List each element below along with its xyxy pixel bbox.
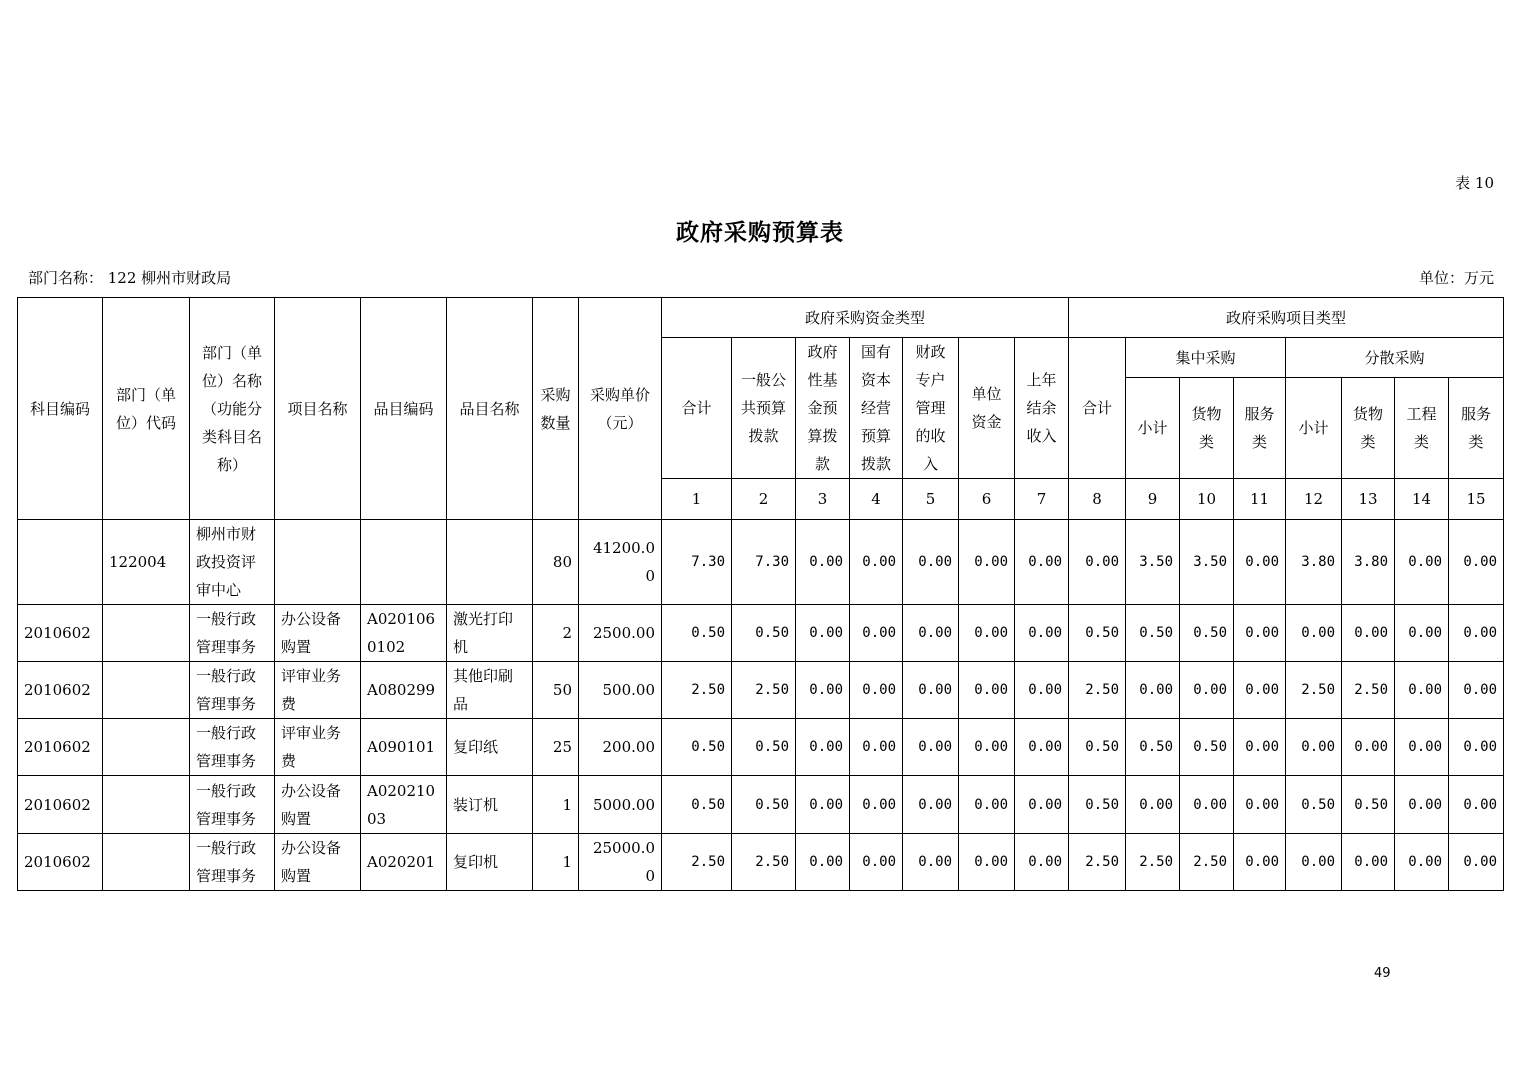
cell-amount: 0.00 [1449,719,1504,776]
cell-amount: 0.00 [959,719,1015,776]
cell-amount: 0.00 [1015,662,1069,719]
cell-dept-code [103,834,190,891]
cell-quantity: 50 [533,662,579,719]
table-row [18,605,1504,662]
cell-amount: 0.00 [1015,605,1069,662]
cell-amount: 3.50 [1180,520,1234,605]
cell-unit-price: 200.00 [579,719,662,776]
header-proj-total: 合计 [1069,338,1126,479]
cell-item-name: 激光打印机 [447,605,533,662]
cell-amount: 0.00 [796,605,850,662]
cell-quantity: 1 [533,776,579,834]
header-decentralized: 分散采购 [1286,338,1504,378]
cell-amount: 0.00 [1015,834,1069,891]
cell-amount: 2.50 [662,662,732,719]
cell-item-name: 复印机 [447,834,533,891]
cell-subject-code: 2010602 [18,834,103,891]
cell-dept-code: 122004 [103,520,190,605]
header-central-col: 货物类 [1180,378,1234,479]
cell-amount: 0.00 [850,776,903,834]
cell-amount: 0.00 [850,834,903,891]
column-number: 7 [1015,479,1069,520]
cell-amount: 0.50 [1126,605,1180,662]
cell-project-name: 评审业务费 [275,719,361,776]
cell-amount: 0.00 [959,834,1015,891]
cell-amount: 0.50 [1180,719,1234,776]
cell-subject-code: 2010602 [18,719,103,776]
cell-amount: 0.00 [1286,719,1342,776]
cell-amount: 0.00 [1449,776,1504,834]
cell-dept-code [103,719,190,776]
cell-unit-price: 5000.00 [579,776,662,834]
unit-label: 单位：万元 [1418,269,1494,287]
cell-project-name: 办公设备购置 [275,605,361,662]
header-unit-price: 采购单价（元） [579,298,662,520]
cell-amount: 0.00 [903,719,959,776]
cell-amount: 0.50 [1069,605,1126,662]
cell-subject-code: 2010602 [18,776,103,834]
procurement-budget-table [17,297,1504,891]
cell-amount: 0.00 [1015,776,1069,834]
header-dept-name: 部门（单位）名称（功能分类科目名称） [190,298,275,520]
header-decent-col: 工程类 [1395,378,1449,479]
cell-amount: 0.00 [1180,776,1234,834]
page-number: 49 [1374,966,1391,981]
cell-item-code: A02021003 [361,776,447,834]
header-fund-col: 单位资金 [959,338,1015,479]
header-fund-type: 政府采购资金类型 [662,298,1069,338]
cell-amount: 0.00 [1395,662,1449,719]
cell-amount: 2.50 [1180,834,1234,891]
cell-amount: 0.00 [796,662,850,719]
department-label: 部门名称： 122 柳州市财政局 [28,269,232,287]
header-fund-col: 政府性基金预算拨款 [796,338,850,479]
cell-amount: 0.50 [1069,719,1126,776]
cell-unit-price: 2500.00 [579,605,662,662]
header-project-type: 政府采购项目类型 [1069,298,1504,338]
cell-amount: 0.00 [1449,834,1504,891]
cell-project-name [275,520,361,605]
cell-amount: 0.00 [959,776,1015,834]
cell-amount: 0.00 [850,719,903,776]
column-number: 8 [1069,479,1126,520]
column-number: 14 [1395,479,1449,520]
cell-amount: 0.00 [1395,605,1449,662]
cell-amount: 3.80 [1342,520,1395,605]
cell-amount: 0.50 [732,605,796,662]
cell-amount: 2.50 [1069,834,1126,891]
cell-amount: 7.30 [662,520,732,605]
table-row [18,776,1504,834]
column-number: 3 [796,479,850,520]
cell-amount: 0.00 [1395,834,1449,891]
cell-dept-name: 一般行政管理事务 [190,662,275,719]
header-centralized: 集中采购 [1126,338,1286,378]
cell-amount: 2.50 [732,662,796,719]
cell-dept-code [103,776,190,834]
column-number: 12 [1286,479,1342,520]
cell-subject-code: 2010602 [18,662,103,719]
cell-amount: 0.50 [1126,719,1180,776]
cell-amount: 0.00 [1342,605,1395,662]
cell-amount: 0.00 [903,662,959,719]
cell-amount: 0.50 [1286,776,1342,834]
column-number: 11 [1234,479,1286,520]
cell-amount: 0.00 [959,662,1015,719]
cell-amount: 0.50 [662,605,732,662]
cell-item-code: A0201060102 [361,605,447,662]
cell-amount: 3.50 [1126,520,1180,605]
cell-dept-name: 一般行政管理事务 [190,719,275,776]
cell-amount: 7.30 [732,520,796,605]
column-number: 1 [662,479,732,520]
column-number: 9 [1126,479,1180,520]
cell-amount: 3.80 [1286,520,1342,605]
column-number: 5 [903,479,959,520]
header-fund-col: 国有资本经营预算拨款 [850,338,903,479]
cell-amount: 0.00 [1234,662,1286,719]
cell-unit-price: 25000.00 [579,834,662,891]
cell-amount: 0.00 [850,662,903,719]
cell-amount: 0.50 [662,776,732,834]
page-title: 政府采购预算表 [676,219,844,246]
cell-amount: 0.00 [959,605,1015,662]
cell-item-code: A090101 [361,719,447,776]
column-number: 6 [959,479,1015,520]
cell-amount: 0.00 [850,605,903,662]
cell-amount: 0.00 [796,719,850,776]
cell-unit-price: 500.00 [579,662,662,719]
cell-amount: 0.00 [1234,776,1286,834]
cell-amount: 0.00 [1126,662,1180,719]
cell-project-name: 办公设备购置 [275,776,361,834]
cell-amount: 0.00 [1342,834,1395,891]
cell-amount: 0.00 [1395,776,1449,834]
header-central-col: 服务类 [1234,378,1286,479]
cell-amount: 0.00 [903,834,959,891]
cell-amount: 0.00 [796,776,850,834]
column-number: 15 [1449,479,1504,520]
cell-item-name: 其他印刷品 [447,662,533,719]
cell-unit-price: 41200.00 [579,520,662,605]
cell-amount: 0.00 [903,520,959,605]
cell-amount: 2.50 [1069,662,1126,719]
cell-amount: 0.50 [732,776,796,834]
cell-amount: 0.00 [903,605,959,662]
header-subject-code: 科目编码 [18,298,103,520]
cell-amount: 2.50 [732,834,796,891]
cell-amount: 0.00 [959,520,1015,605]
table-row [18,719,1504,776]
cell-amount: 0.00 [850,520,903,605]
cell-item-name: 装订机 [447,776,533,834]
cell-amount: 2.50 [1342,662,1395,719]
header-project-name: 项目名称 [275,298,361,520]
table-row [18,662,1504,719]
cell-dept-name: 一般行政管理事务 [190,605,275,662]
cell-dept-name: 一般行政管理事务 [190,834,275,891]
cell-amount: 0.00 [1342,719,1395,776]
cell-subject-code: 2010602 [18,605,103,662]
cell-amount: 0.50 [732,719,796,776]
cell-amount: 0.00 [1234,719,1286,776]
table-row [18,520,1504,605]
cell-amount: 0.00 [1069,520,1126,605]
cell-quantity: 2 [533,605,579,662]
cell-item-code [361,520,447,605]
cell-dept-name: 柳州市财政投资评审中心 [190,520,275,605]
cell-amount: 0.50 [1069,776,1126,834]
cell-amount: 0.00 [1180,662,1234,719]
header-fund-col: 上年结余收入 [1015,338,1069,479]
cell-amount: 0.00 [796,834,850,891]
cell-amount: 0.00 [1286,834,1342,891]
table-row [18,834,1504,891]
header-fund-col: 合计 [662,338,732,479]
column-number: 2 [732,479,796,520]
cell-amount: 0.00 [1449,605,1504,662]
cell-amount: 0.00 [1449,520,1504,605]
cell-amount: 0.50 [662,719,732,776]
cell-amount: 0.00 [1015,520,1069,605]
cell-project-name: 评审业务费 [275,662,361,719]
header-fund-col: 一般公共预算拨款 [732,338,796,479]
cell-amount: 2.50 [662,834,732,891]
cell-amount: 0.50 [1342,776,1395,834]
cell-amount: 0.00 [903,776,959,834]
header-decent-col: 服务类 [1449,378,1504,479]
cell-subject-code [18,520,103,605]
header-dept-code: 部门（单位）代码 [103,298,190,520]
header-decent-col: 货物类 [1342,378,1395,479]
cell-amount: 0.00 [1286,605,1342,662]
cell-amount: 0.50 [1180,605,1234,662]
table-number: 表 10 [1455,174,1494,192]
cell-amount: 0.00 [1395,719,1449,776]
cell-item-code: A020201 [361,834,447,891]
cell-item-code: A080299 [361,662,447,719]
header-quantity: 采购数量 [533,298,579,520]
cell-amount: 0.00 [1234,834,1286,891]
cell-quantity: 80 [533,520,579,605]
cell-amount: 0.00 [1234,520,1286,605]
cell-amount: 2.50 [1286,662,1342,719]
column-number: 13 [1342,479,1395,520]
header-fund-col: 财政专户管理的收入 [903,338,959,479]
cell-amount: 0.00 [1234,605,1286,662]
cell-amount: 0.00 [1015,719,1069,776]
cell-quantity: 25 [533,719,579,776]
cell-quantity: 1 [533,834,579,891]
header-central-col: 小计 [1126,378,1180,479]
cell-amount: 0.00 [1449,662,1504,719]
cell-amount: 0.00 [1126,776,1180,834]
cell-dept-code [103,662,190,719]
cell-amount: 2.50 [1126,834,1180,891]
header-item-name: 品目名称 [447,298,533,520]
column-number: 4 [850,479,903,520]
column-number: 10 [1180,479,1234,520]
cell-item-name [447,520,533,605]
header-decent-col: 小计 [1286,378,1342,479]
header-item-code: 品目编码 [361,298,447,520]
cell-amount: 0.00 [796,520,850,605]
cell-dept-code [103,605,190,662]
cell-amount: 0.00 [1395,520,1449,605]
cell-item-name: 复印纸 [447,719,533,776]
cell-dept-name: 一般行政管理事务 [190,776,275,834]
cell-project-name: 办公设备购置 [275,834,361,891]
